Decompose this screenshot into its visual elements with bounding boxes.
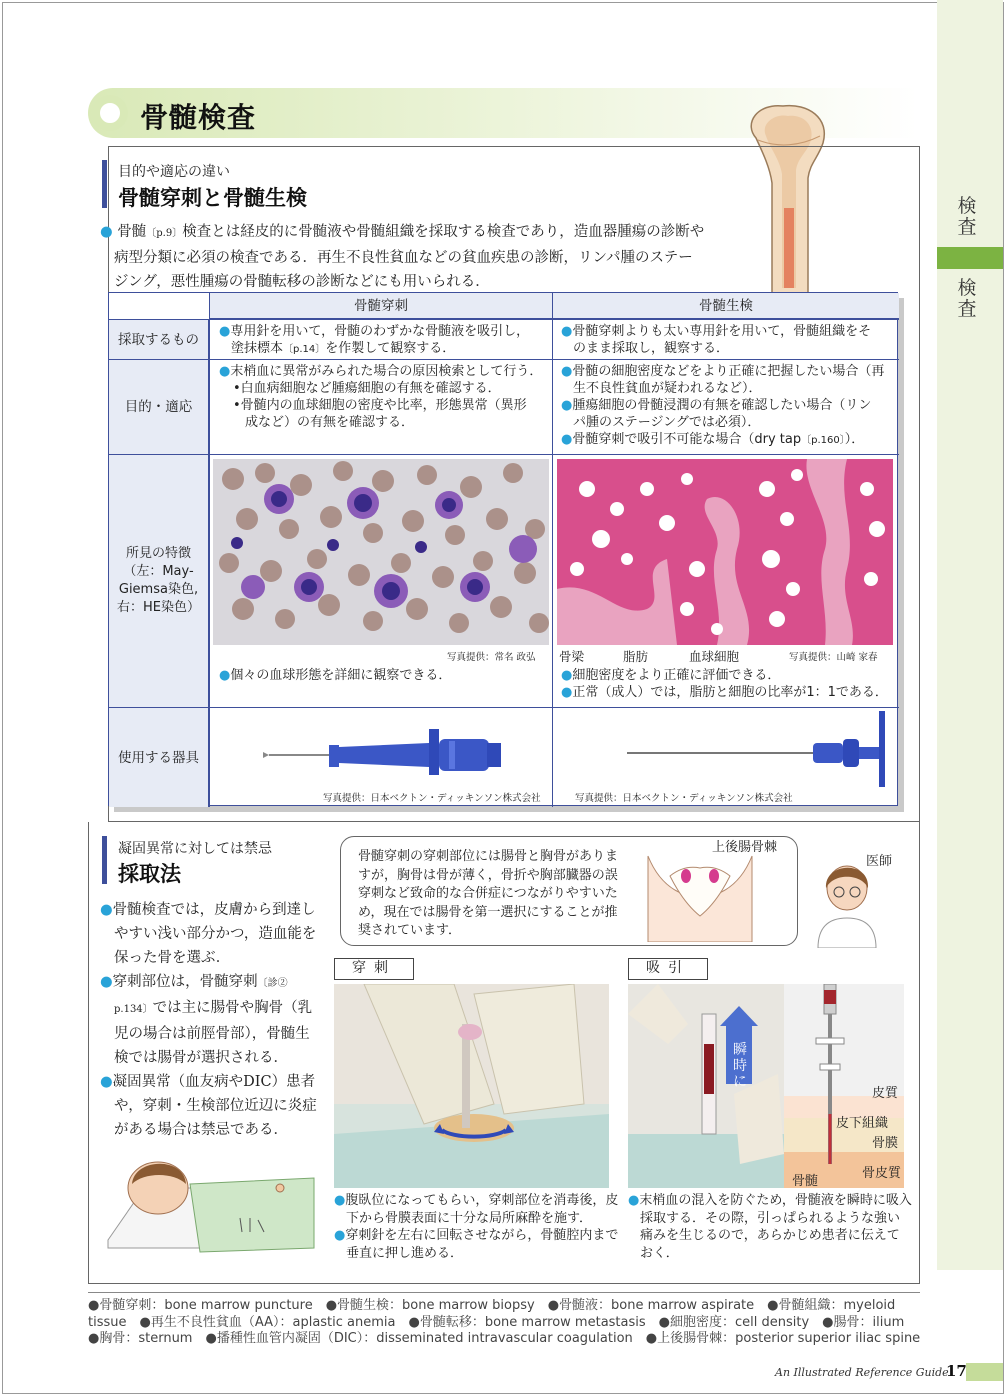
section1-heading: 骨髄穿刺と骨髄生検 [118, 185, 307, 210]
label-aspiration: 吸引 [628, 958, 708, 980]
cell-purpose-puncture: ●末梢血に異常がみられた場合の原因検索として行う． •白血病細胞など腫瘍細胞の有無を確認する． •骨髄内の血球細胞の密度や比率，形態異常（異形 成など）の有無を確認する． [219, 364, 543, 430]
puncture-procedure-photo [334, 984, 609, 1188]
layer-cortex-label: 骨皮質 [862, 1166, 902, 1181]
page-number: 17 [946, 1362, 967, 1380]
section1-intro: ● 骨髄〔p.9〕検査とは経皮的に骨髄液や骨髄組織を採取する検査であり，造血器腫瘍の診断や 病型分類に必須の検査である．再生不良性貧血などの貧血疾患の診断，リンパ腫のステー ジング，悪性腫瘍の骨髄転移の診断などにも用いられる． [100, 224, 705, 290]
biopsy-needle-image [623, 711, 893, 787]
layer-marrow-label: 骨髄 [792, 1174, 819, 1189]
may-giemsa-smear-image [213, 459, 549, 645]
header-circle-icon [92, 95, 128, 131]
aspiration-caption: ●末梢血の混入を防ぐため，骨髄液を瞬時に吸入採取する．その際，引っぱられるような強い痛みを生じるので，あらかじめ患者に伝えておく． [628, 1193, 912, 1261]
label-puncture: 穿刺 [334, 958, 414, 980]
credit-he: 写真提供：山崎 家春 [789, 652, 878, 663]
callout-text: 骨髄穿刺の穿刺部位には腸骨と胸骨がありますが，胸骨は骨が薄く，骨折や胸部臓器の誤穿刺など致命的な合併症につながりやすいため，現在では腸骨を第一選択にすることが推奨されています． [358, 849, 619, 938]
row-head-device: 使用する器具 [109, 708, 209, 807]
label-psis: 上後腸骨棘 [712, 840, 778, 855]
row-head-collect: 採取するもの [109, 320, 209, 359]
side-strip [937, 0, 1003, 1270]
side-tab-section[interactable]: 検査 [957, 195, 977, 238]
footer-divider [88, 1292, 920, 1293]
page-title: 骨髄検査 [140, 101, 257, 134]
he-stain-biopsy-image [557, 459, 893, 645]
section2-body: ●骨髄検査では，皮膚から到達しやすい浅い部分かつ，造血能を保った骨を選ぶ． ●穿刺部位は，骨髄穿刺〔診② p.134〕では主に腸骨や胸骨（乳児の場合は前脛骨部），骨髄生検では腸骨が選択される． ●凝固異常（血友病やDIC）患者や，穿刺・生検部位近辺に炎症がある場合は禁忌である． [100, 902, 317, 1138]
label-blood-cells: 血球細胞 [689, 649, 740, 664]
layer-subq-label: 皮下組織 [836, 1116, 889, 1131]
doctor-avatar [812, 852, 882, 948]
footer-guide: An Illustrated Reference Guide [775, 1366, 949, 1379]
table-col-head-biopsy: 骨髄生検 [553, 293, 899, 319]
side-tab-active-bar [937, 247, 1003, 269]
cell-collect-puncture: ●専用針を用いて，骨髄のわずかな骨髄液を吸引し， 塗抹標本〔p.14〕を作製して観察する． [219, 324, 530, 356]
glossary: ●骨髄穿刺：bone marrow puncture ●骨髄生検：bone marrow biopsy ●骨髄液：bone marrow aspirate ●骨髄組織：myeloid tissue ●再生不良性貧血（AA）：aplastic anemia ●骨髄転移：bone marrow metastasis ●細胞密度：cell density ●腸骨：ilium ●胸骨：sternum ●播種性血管内凝固（DIC）：disseminated intravascular coagulation ●上後腸骨棘：posterior superior iliac spine [88, 1298, 921, 1346]
pelvis-illustration [640, 846, 760, 942]
section2-bar [102, 836, 107, 884]
puncture-caption: ●腹臥位になってもらい，穿刺部位を消毒後，皮下から骨膜表面に十分な局所麻酔を施す． ●穿刺針を左右に回転させながら，骨髄腔内まで垂直に押し進める． [334, 1193, 619, 1261]
layer-periost-label: 骨膜 [872, 1136, 899, 1151]
cell-collect-biopsy: ●骨髄穿刺よりも太い専用針を用いて，骨髄組織をそ のまま採取し，観察する． [561, 324, 872, 356]
comparison-table [108, 292, 898, 806]
label-fat: 脂肪 [623, 649, 649, 664]
aspiration-procedure-photo [628, 984, 904, 1188]
table-col-head-puncture: 骨髄穿刺 [209, 293, 553, 319]
row-head-purpose: 目的・適応 [109, 360, 209, 454]
label-doctor: 医師 [866, 854, 893, 869]
cell-purpose-biopsy: ●骨髄の細胞密度などをより正確に把握したい場合（再 生不良性貧血が疑われるなど）． ●腫瘍細胞の骨髄浸潤の有無を確認したい場合（リン パ腫のステージングでは必須）． ●骨髄穿刺で吸引不可能な場合（dry tap〔p.160〕）． [561, 364, 885, 447]
layer-skin-label: 皮質 [872, 1086, 899, 1101]
cell-findings-biopsy: ●細胞密度をより正確に評価できる． ●正常（成人）では，脂肪と細胞の比率が1：1である． [561, 668, 888, 700]
credit-device-biopsy: 写真提供：日本ベクトン・ディッキンソン株式会社 [575, 793, 793, 804]
puncture-needle-image [259, 717, 519, 787]
label-trabecula: 骨梁 [559, 649, 585, 664]
row-head-findings: 所見の特徴 （左：May- Giemsa染色, 右：HE染色） [109, 455, 209, 707]
section2-heading: 採取法 [118, 861, 181, 886]
instant-label: 瞬時に [733, 1042, 747, 1090]
patient-lying-illustration [104, 1148, 320, 1258]
section2-subtitle: 凝固異常に対しては禁忌 [118, 841, 272, 857]
section1-bar [102, 160, 107, 208]
credit-giemsa: 写真提供：常名 政弘 [447, 652, 536, 663]
page-number-bar [966, 1363, 1003, 1381]
credit-device-puncture: 写真提供：日本ベクトン・ディッキンソン株式会社 [323, 793, 541, 804]
section1-subtitle: 目的や適応の違い [118, 164, 230, 180]
cell-findings-puncture: ●個々の血球形態を詳細に観察できる． [219, 668, 452, 683]
side-tab-chapter[interactable]: 検査 [957, 277, 977, 320]
